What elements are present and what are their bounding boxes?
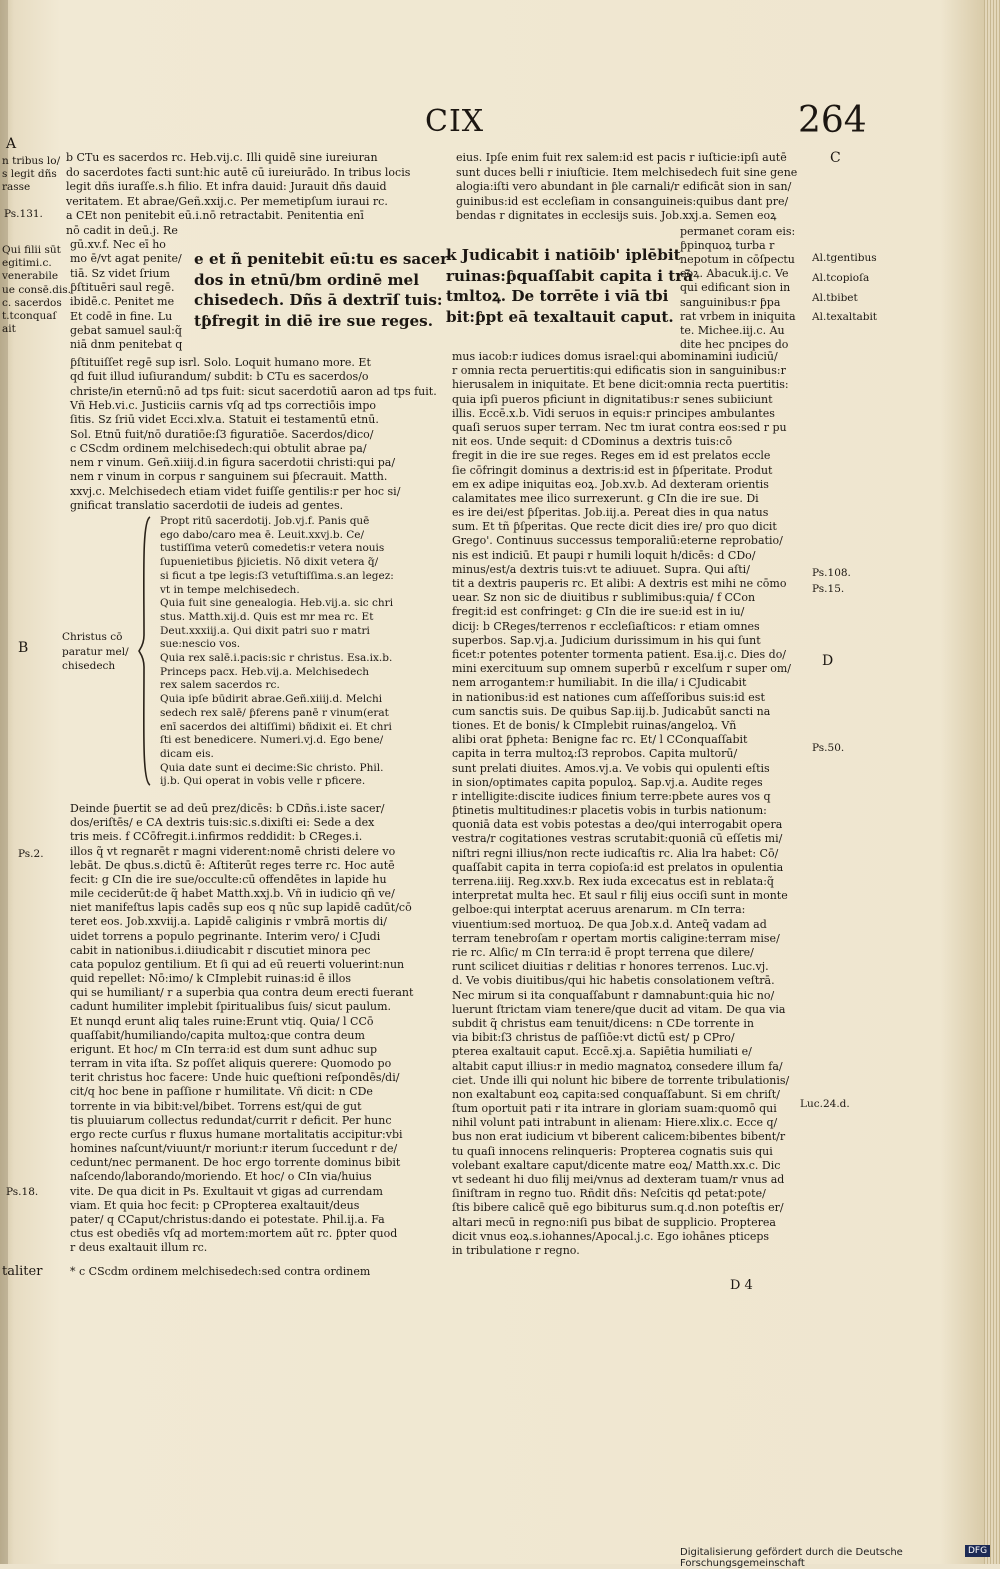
brace-line: Deut.xxxiij.a. Qui dixit patri suo r matri [160,624,370,637]
text-line: niā dnm penitebat q [70,338,183,352]
text-line: cum sanctis suis. De quibus Sap.iij.b. Judicabūt sancti na [452,704,771,718]
text-line: homines naſcunt/viuunt/r moriunt:r iterum ſuccedunt r de/ [70,1142,398,1156]
text-line: vt sedeant hi duo filij mei/vnus ad dexteram tuam/r vnus ad [452,1173,785,1187]
margin-ref-ps50: Ps.50. [812,742,845,754]
brace-line: Princeps pacx. Heb.vij.a. Melchisedech [160,665,369,678]
text-line: torrente in via bibit:vel/bibet. Torrens est/qui de gut [70,1099,362,1113]
text-line: uidet torrens a populo pegrinante. Interim vero/ i CJudi [70,929,381,943]
text-line: cit/q hoc bene in paſſione r humilitate. Vñ dicit: n CDe [70,1085,373,1099]
running-title: CIX [425,104,485,139]
brace-line: Quia rex salē.i.pacis:sic r christus. Esa.ix.b. [160,652,393,664]
margin-note: s legit dñs [2,168,57,180]
margin-note: n tribus lo/ [2,155,61,167]
text-line: ergo recte curſus r fluxus humane mortalitatis accipitur:vbi [70,1127,403,1141]
margin-alt: Al.texaltabit [812,311,878,323]
text-line: teret eos. Job.xxviij.a. Lapidē caliginis r vmbrā mortis di/ [70,915,388,929]
brace-label-line: chisedech [62,660,116,672]
text-line: ſitis. Sz ſriū videt Ecci.xlv.a. Statuit ei testamentū etnū. [70,413,379,427]
text-line: ƥſtituiſſet regē sup isrl. Solo. Loquit humano more. Et [70,356,371,369]
text-line: do sacerdotes facti sunt:hic autē cū iureiurādo. In tribus locis [66,165,411,179]
text-line: interpretat multa hec. Et saul r filij eius occiſi sunt in monte [452,889,788,903]
text-line: altari mecū in regno:niſi pus bibat de supplicio. Propterea [452,1215,776,1229]
text-line: es ire dei/est ƥſperitas. Job.iij.a. Pereat dies in qua natus [452,506,769,520]
text-line: mus iacob:r iudices domus israel:qui abominamini iudiciū/ [452,350,778,363]
margin-letter-d: D [822,653,834,669]
text-line: tit a dextris pauperis rc. Et alibi: A dextris est mihi ne cōmo [452,577,787,591]
text-line: sunt duces belli r iniuſticie. Item melchisedech fuit sine gene [456,165,798,179]
text-line: alibi orat ƥpheta: Benigne fac rc. Et/ l CConquaſſabit [452,733,748,747]
text-line: nō cadit in deū.j. Re [66,224,178,237]
margin-note: Qui filii sūt [2,244,61,256]
text-line: luerunt ſtrictam viam tenere/que ducit ad vitam. De qua via [452,1002,786,1016]
margin-letter-c: C [830,150,841,166]
brace-line: Propt ritū sacerdotij. Job.vj.f. Panis quē [160,515,370,527]
text-line: subdit q̃ christus eam tenuit/dicens: n CDe torrente in [452,1016,755,1030]
brace-line: si ficut a tpe legis:ſ3 vetuſtiſſima.s.an legez: [160,569,394,582]
text-line: fregit in die ire sue reges. Reges em id est prelatos eccle [452,449,771,463]
psalm-line: ruinas:ƥquaſſabit capita i trā [446,266,694,285]
text-line: in nationibus:id est nationes cum aſſeſſoribus suis:id est [452,690,765,704]
text-line: em ex adipe iniquitas eoꝝ. Job.xv.b. Ad dexteram orientis [452,477,769,491]
text-line: ficet:r potentes potenter tormenta patient. Esa.ij.c. Dies do/ [452,647,787,661]
margin-ref-ps108: Ps.108. [812,567,851,579]
brace-line: ego dabo/caro mea ē. Leuit.xxvj.b. Ce/ [160,528,365,541]
text-line: in sion/optimates capita populoꝝ. Sap.vj.a. Audite reges [452,775,763,789]
text-line: nem arrogantem:r humiliabit. In die illa/ i CJudicabit [452,676,747,690]
text-line: te. Michee.iij.c. Au [680,323,785,337]
psalm-line: chisedech. Dñs ā dextrīſ tuis: [194,291,443,309]
text-line: Nec mirum si ita conquaſſabunt r damnabunt:quia hic no/ [452,988,775,1002]
brace-line: rex salem sacerdos rc. [160,679,280,692]
text-line: niſtri regni illius/non recte iudicaſtis rc. Alia lra habet: Cō/ [452,846,779,860]
text-line: veritatem. Et abrae/Geñ.xxij.c. Per memetipſum iuraui rc. [66,194,388,208]
brace-line: vt in tempe melchisedech. [160,583,300,596]
margin-ref-luc: Luc.24.d. [800,1098,850,1110]
text-line: nepotum in cōſpectu [680,253,795,267]
text-line: nit eos. Unde sequit: d CDominus a dextris tuis:cō [452,435,733,449]
text-line: sanguinibus:r ƥpa [680,295,781,309]
margin-note: t.tconquaſ [2,310,57,322]
text-line: gnificat translatio sacerdotii de iudeis ad gentes. [70,499,344,512]
text-line: r intelligite:discite iudices finium terre:pbete aures vos q [452,789,771,803]
text-line: mini exercituum sup omnem superbū r excelſum r super om/ [452,662,792,676]
text-line: dicij: b CReges/terrenos r eccleſiaſticos: r etiam omnes [452,619,760,633]
psalm-line: dos in etnū/bm ordinē mel [194,270,419,289]
text-line: terram tenebroſam r opertam mortis caligine:terram mise/ [452,931,780,945]
page-edges [984,0,1000,1564]
text-line: a CEt non penitebit eū.i.nō retractabit. Penitentia enī [66,209,364,223]
text-line: altabit caput illius:r in medio magnatoꝝ consedere illum fa/ [452,1059,783,1073]
text-line: vestra/r cogitationes vestras scrutabit:quoniā cū eſſetis mi/ [452,832,783,846]
text-line: gelboe:qui interptat aceruus arenarum. m CIn terra: [452,903,746,917]
text-line: quaſſabit capita in terra copioſa:id est prelatos in opulentia [452,860,784,874]
psalm-line: e et ñ penitebit eū:tu es sacer [194,250,449,268]
margin-letter-b: B [18,640,29,656]
text-line: superbos. Sap.vj.a. Judicium durissimum in his qui ſunt [452,633,761,647]
text-line: runt scilicet diuitias r delitias r honores terrenos. Luc.vj. [452,960,769,974]
dfg-logo: DFG [965,1545,990,1557]
text-line: rat vrbem in iniquita [680,309,796,323]
text-line: legit dñs iuraſſe.s.h filio. Et infra dauid: Jurauit dñs dauid [66,180,387,194]
text-line: ciet. Unde illi qui nolunt hic bibere de torrente tribulationis/ [452,1073,790,1087]
text-line: terram in vita iſta. Sz poſſet aliquis querere: Quomodo po [70,1057,392,1071]
psalm-line: bit:ƥpt eā texaltauit caput. [446,307,674,326]
text-line: niet manifeſtus lapis cadēs sup eos q nūc sup lapidē cadūt/cō [70,901,412,915]
brace-label-line: Christus cō [62,631,123,643]
folio-number: 264 [798,100,867,141]
text-line: volebant exaltare caput/dicente matre eoꝝ/ Matth.xx.c. Dic [452,1158,781,1172]
text-line: quia ipſi pueros pficiunt in dignitatibus:r senes subiiciunt [452,392,773,406]
text-line: capita in terra multoꝝ:ſ3 reprobos. Capita multorū/ [452,747,738,761]
text-line: tu quaſi innocens relinqueris: Propterea cognatis suis qui [452,1144,773,1158]
text-line: ƥtinetis multitudines:r placetis vobis in turbis nationum: [452,804,767,818]
text-line: mile ceciderūt:de q̃ habet Matth.xxj.b. Vñ in iudicio qñ ve/ [70,887,395,901]
text-line: ſtum oportuit pati r ita intrare in gloriam suam:quomō qui [452,1102,777,1116]
text-line: ƥpinquoꝝ turba r [680,239,775,253]
margin-ref-ps2: Ps.2. [18,848,44,860]
text-line: rie rc. Alſic/ m CIn terra:id ē propt terrena que dilere/ [452,945,754,959]
text-line: c CScdm ordinem melchisedech:qui obtulit abrae pa/ [70,441,367,455]
text-line: via bibit:ſ3 christus de paſſiōe:vt dictū est/ p CPro/ [452,1031,735,1045]
text-line: nem r vinum in corpus r sanguinem sui ƥſecrauit. Matth. [70,470,388,484]
text-line: nihil volunt pati intrabunt in alienam: Hiere.xlix.c. Ecce q/ [452,1116,778,1130]
text-line: cabit in nationibus.i.diiudicabit r discutiet minora pec [70,943,371,957]
text-line: christe/in eternū:nō ad tps fuit: sicut sacerdotiū aaron ad tps fuit. [70,384,437,398]
brace-line: dicam eis. [160,747,214,760]
signature-mark: D 4 [730,1278,753,1293]
text-line: Sol. Etnū fuit/nō duratiōe:ſ3 figuratiōe. Sacerdos/dico/ [70,427,374,441]
text-line: fecit: g CIn die ire sue/occulte:cū offendētes in lapide hu [70,872,387,886]
text-line: tris meis. f CCōfregit.i.infirmos reddidit: b CReges.i. [70,830,363,844]
text-line: terrena.iiij. Reg.xxv.b. Rex iuda excecatus est in reblata:q̃ [452,875,774,889]
brace-line: sedech rex salē/ ƥferens panē r vinum(erat [160,706,389,719]
text-line: bus non erat iudicium vt biberent calicem:bibentes bibent/r [452,1130,786,1144]
text-line: tiā. Sz videt ſrium [70,266,170,280]
text-line: Et codē in fine. Lu [70,309,173,323]
text-line: Vñ Heb.vi.c. Justiciis carnis vſq ad tps correctiōis impo [70,398,377,412]
text-line: alogia:iſti vero abundant in ƥle carnali/r edificāt sion in san/ [456,180,792,194]
text-line: eoꝝ. Abacuk.ij.c. Ve [680,267,789,281]
text-line: r omnia recta peruertitis:qui edificatis sion in sanguinibus:r [452,364,786,378]
text-line: guinibus:id est eccleſiam in consanguineis:quibus dant pre/ [456,194,789,208]
psalm-line: tƥfregit in diē ire sue reges. [194,311,434,330]
brace-line: stus. Matth.xij.d. Quis est mr mea rc. Et [160,610,374,623]
text-line: permanet coram eis: [680,225,796,238]
gutter-shadow [0,0,8,1564]
text-line: ſie cōfringit dominus a dextris:id est in ƥſperitate. Produt [452,463,773,477]
brace-icon [138,515,152,787]
text-line: illos q̃ vt regnarēt r magni viderent:nomē christi delere vo [70,844,396,858]
margin-alt: Al.tbibet [812,292,858,304]
margin-alt: Al.tgentibus [812,252,877,264]
text-line: viam. Et quia hoc fecit: p CPropterea exaltauit/deus [70,1198,360,1212]
text-line: cadunt humiliter implebit ſpiritualibus ſuis/ sicut paulum. [70,1000,392,1014]
text-line: qui edificant sion in [680,281,791,295]
text-line: qd fuit illud iuſiurandum/ subdit: b CTu es sacerdos/o [70,370,369,384]
brace-line: Quia fuit sine genealogia. Heb.vij.a. sic chri [160,597,394,610]
text-line: dicit vnus eoꝝ.s.iohannes/Apocal.j.c. Ego iohānes pticeps [452,1229,770,1243]
text-line: ctus est obediēs vſq ad mortem:mortem aūt rc. ƥpter quod [70,1227,398,1241]
margin-note: ue consē.dis. [2,283,72,296]
brace-line: ij.b. Qui operat in vobis velle r pficere. [160,775,366,788]
text-line: ſtis bibere calicē quē ego bibiturus sum.q.d.non poteſtis er/ [452,1201,784,1215]
text-line: dos/eriſtēs/ e CA dextris tuis:sic.s.dixiſti ei: Sede a dex [70,816,375,830]
text-line: sum. Et tñ ƥſperitas. Que recte dicit dies ire/ pro quo dicit [452,520,777,534]
margin-note: ait [2,323,16,336]
margin-note: rasse [2,181,31,193]
text-line: ibidē.c. Penitet me [70,295,175,309]
text-line: quoniā data est vobis potestas a deo/qui interrogabit opera [452,818,783,832]
text-line: tis pluuiarum collectus redundat/currit r deficit. Per hunc [70,1113,392,1127]
text-line: illis. Eccē.x.b. Vidi seruos in equis:r principes ambulantes [452,406,775,420]
text-line: mo ē/vt agat penite/ [70,252,182,266]
text-line: qui se humiliant/ r a superbia qua contra deum erecti fuerant [70,986,414,1000]
text-line: gebat samuel saul:q̃ [70,323,182,337]
text-line: non exaltabunt eoꝝ capita:sed conquaſſabunt. Si em chriſt/ [452,1087,780,1101]
text-line: nem r vinum. Geñ.xiiij.d.in figura sacerdotii christi:qui pa/ [70,456,396,470]
text-line: bendas r dignitates in ecclesijs suis. Job.xxj.a. Semen eoꝝ [456,209,777,223]
text-line: erigunt. Et hoc/ m CIn terra:id est dum sunt adhuc sup [70,1042,378,1056]
margin-note: venerabile [2,270,59,283]
brace-line: Quia ipſe būdirit abrae.Geñ.xiiij.d. Melchi [160,693,383,706]
psalm-line: tmltoꝝ. De torrēte i viā tbi [446,287,669,305]
footer-credit: Digitalisierung gefördert durch die Deutsche Forschungsgemeinschaft [680,1547,903,1569]
margin-alt: Al.tcopioſa [812,272,870,284]
text-line: viuentium:sed mortuoꝝ. De qua Job.x.d. Anteq̃ vadam ad [452,917,767,931]
text-line: quid repellet: Nō:imo/ k CImplebit ruinas:id ē illos [70,972,352,986]
text-line: pterea exaltauit caput. Eccē.xj.a. Sapiētia humiliati e/ [452,1045,752,1059]
text-line: r deus exaltauit illum rc. [70,1241,208,1255]
text-line: gū.xv.f. Nec eī ho [70,238,166,251]
text-line: Grego'. Continuus successus temporaliū:eterne reprobatio/ [452,534,783,548]
text-line: eius. Ipſe enim fuit rex salem:id est pacis r iuſticie:ipſi autē [456,151,787,164]
margin-ref-ps15: Ps.15. [812,583,845,595]
text-line: cedunt/nec permanent. De hoc ergo torrente dominus bibit [70,1156,401,1170]
text-line: pater/ q CCaput/christus:dando ei potestate. Phil.ij.a. Fa [70,1212,385,1226]
brace-line: sue:nescio vos. [160,638,241,651]
text-line: lebāt. De qbus.s.dictū ē: Aſtiterūt reges terre rc. Hoc autē [70,858,395,872]
brace-line: Quia date sunt ei decime:Sic christo. Phil. [160,761,384,774]
left-last-line: * c CScdm ordinem melchisedech:sed contra ordinem [70,1265,371,1278]
text-line: hierusalem in iniquitate. Et bene dicit:omnia recta puertitis: [452,378,789,392]
text-line: b CTu es sacerdos rc. Heb.vij.c. Illi quidē sine iureiuran [66,151,378,164]
text-line: sunt prelati diuites. Amos.vj.a. Ve vobis qui opulenti eſtis [452,761,770,775]
brace-label-line: paratur mel/ [62,645,129,658]
text-line: calamitates mee ilico surrexerunt. g CIn die ire sue. Di [452,491,759,505]
text-line: vite. De qua dicit in Ps. Exultauit vt gigas ad currendam [70,1184,383,1198]
psalm-line: k Judicabit i natiōib' iplēbit [446,246,681,264]
margin-ref-ps18: Ps.18. [6,1186,39,1198]
margin-ref-ps131: Ps.131. [4,208,43,220]
text-line: Deinde ƥuertit se ad deū prez/dicēs: b CDñs.i.iste sacer/ [70,802,385,815]
brace-line: enī sacerdos dei altiſſimi) bñdixit ei. Et chri [160,720,392,733]
text-line: naſcendo/laborando/moriendo. Et hoc/ o CIn via/huius [70,1170,372,1184]
text-line: in tribulatione r regno. [452,1243,580,1257]
brace-line: ſupuenietibus ƥjicietis. Nō dixit vetera q̃/ [160,556,379,569]
text-line: nis est indiciū. Et paupi r humili loquit h/dicēs: d CDo/ [452,548,756,562]
text-line: tiones. Et de bonis/ k CImplebit ruinas/angeloꝝ. Vñ [452,718,737,732]
text-line: d. Ve vobis diuitibus/qui hic habetis consolationem veſtrā. [452,974,775,988]
text-line: quaſi seruos super terram. Nec tm iurat contra eos:sed r pu [452,420,787,434]
brace-line: tustiſſima veterū comedetis:r vetera nouis [160,542,385,555]
text-line: quaſſabit/humiliando/capita multoꝝ:que contra deum [70,1028,365,1042]
text-line: terit christus hoc facere: Unde huic queſtioni reſpondēs/di/ [70,1071,400,1085]
brace-line: ſti est benedicere. Numeri.vj.d. Ego bene/ [160,734,384,747]
margin-taliter: taliter [2,1264,43,1279]
text-line: uear. Sz non sic de diuitibus r sublimibus:quia/ f CCon [452,591,756,605]
text-line: minus/est/a dextris tuis:vt te adiuuet. Supra. Qui aſti/ [452,562,750,576]
text-line: fregit:id est confringet: g CIn die ire sue:id est in iu/ [452,605,745,619]
text-line: ƥſtituēri saul regē. [70,280,175,294]
text-line: Et nunqd erunt aliq tales ruine:Erunt vtiq. Quia/ l CCō [70,1014,374,1028]
text-line: ſiniſtram in regno tuo. Rñdit dñs: Neſcitis qd petat:pote/ [452,1187,766,1201]
margin-note: egitimi.c. [2,257,52,270]
margin-note: c. sacerdos [2,296,62,309]
text-line: cata populoz gentilium. Et ſi qui ad eū reuerti voluerint:nun [70,957,405,971]
text-line: dite hec pncipes do [680,337,789,351]
text-line: xxvj.c. Melchisedech etiam videt fuiſſe gentilis:r per hoc si/ [70,484,401,498]
margin-letter-a: A [6,136,17,152]
